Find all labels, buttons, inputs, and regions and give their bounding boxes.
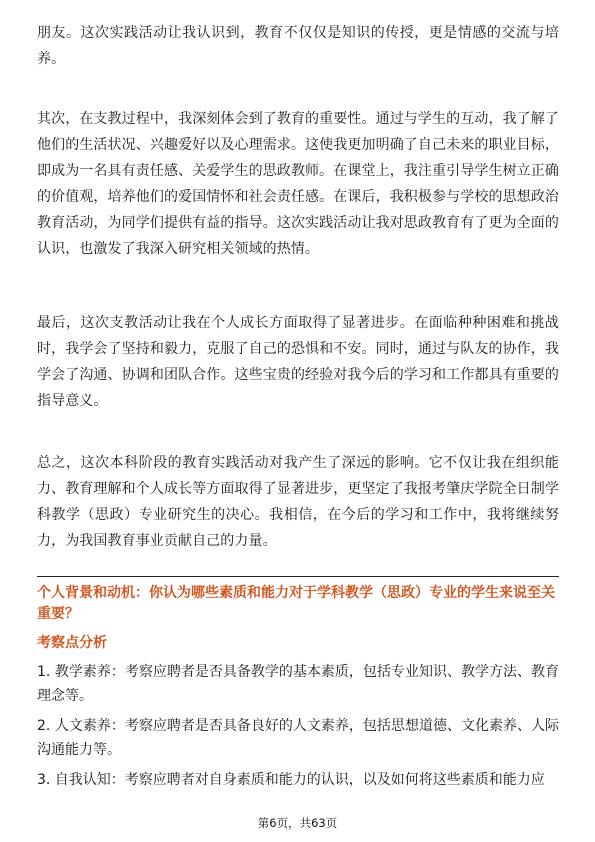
section-divider	[37, 576, 559, 577]
list-item: 2. 人文素养：考察应聘者是否具备良好的人文素养，包括思想道德、文化素养、人际沟通能力等。	[37, 718, 559, 758]
list-item: 1. 教学素养：考察应聘者是否具备教学的基本素质，包括专业知识、教学方法、教育理念等。	[37, 664, 559, 704]
body-paragraph: 最后，这次支教活动让我在个人成长方面取得了显著进步。在面临种种困难和挑战时，我学会了坚持和毅力，克服了自己的恐惧和不安。同时，通过与队友的协作，我学会了沟通、协调和团队合作。这些宝贵的经验对我今后的学习和工作都具有重要的指导意义。	[37, 315, 559, 409]
body-paragraph: 总之，这次本科阶段的教育实践活动对我产生了深远的影响。它不仅让我在组织能力、教育理解和个人成长等方面取得了显著进步，更坚定了我报考肇庆学院全日制学科教学（思政）专业研究生的决心。我相信，在今后的学习和工作中，我将继续努力，为我国教育事业贡献自己的力量。	[37, 455, 559, 549]
interview-question: 个人背景和动机：你认为哪些素质和能力对于学科教学（思政）专业的学生来说至关重要？	[37, 585, 555, 622]
body-paragraph: 其次，在支教过程中，我深刻体会到了教育的重要性。通过与学生的互动，我了解了他们的生活状况、兴趣爱好以及心理需求。这使我更加明确了自己未来的职业目标，即成为一名具有责任感、关爱学生的思政教师。在课堂上，我注重引导学生树立正确的价值观，培养他们的爱国情怀和社会责任感。在课后，我积极参与学校的思想政治教育活动，为同学们提供有益的指导。这次实践活动让我对思政教育有了更为全面的认识，也激发了我深入研究相关领域的热情。	[37, 111, 559, 257]
analysis-heading: 考察点分析	[37, 635, 107, 651]
analysis-list	[37, 660, 559, 798]
page-number: 第6页，共63页	[257, 816, 338, 830]
body-paragraph: 朋友。这次实践活动让我认识到，教育不仅仅是知识的传授，更是情感的交流与培养。	[37, 25, 559, 67]
list-item: 3. 自我认知：考察应聘者对自身素质和能力的认识，以及如何将这些素质和能力应	[37, 772, 545, 788]
